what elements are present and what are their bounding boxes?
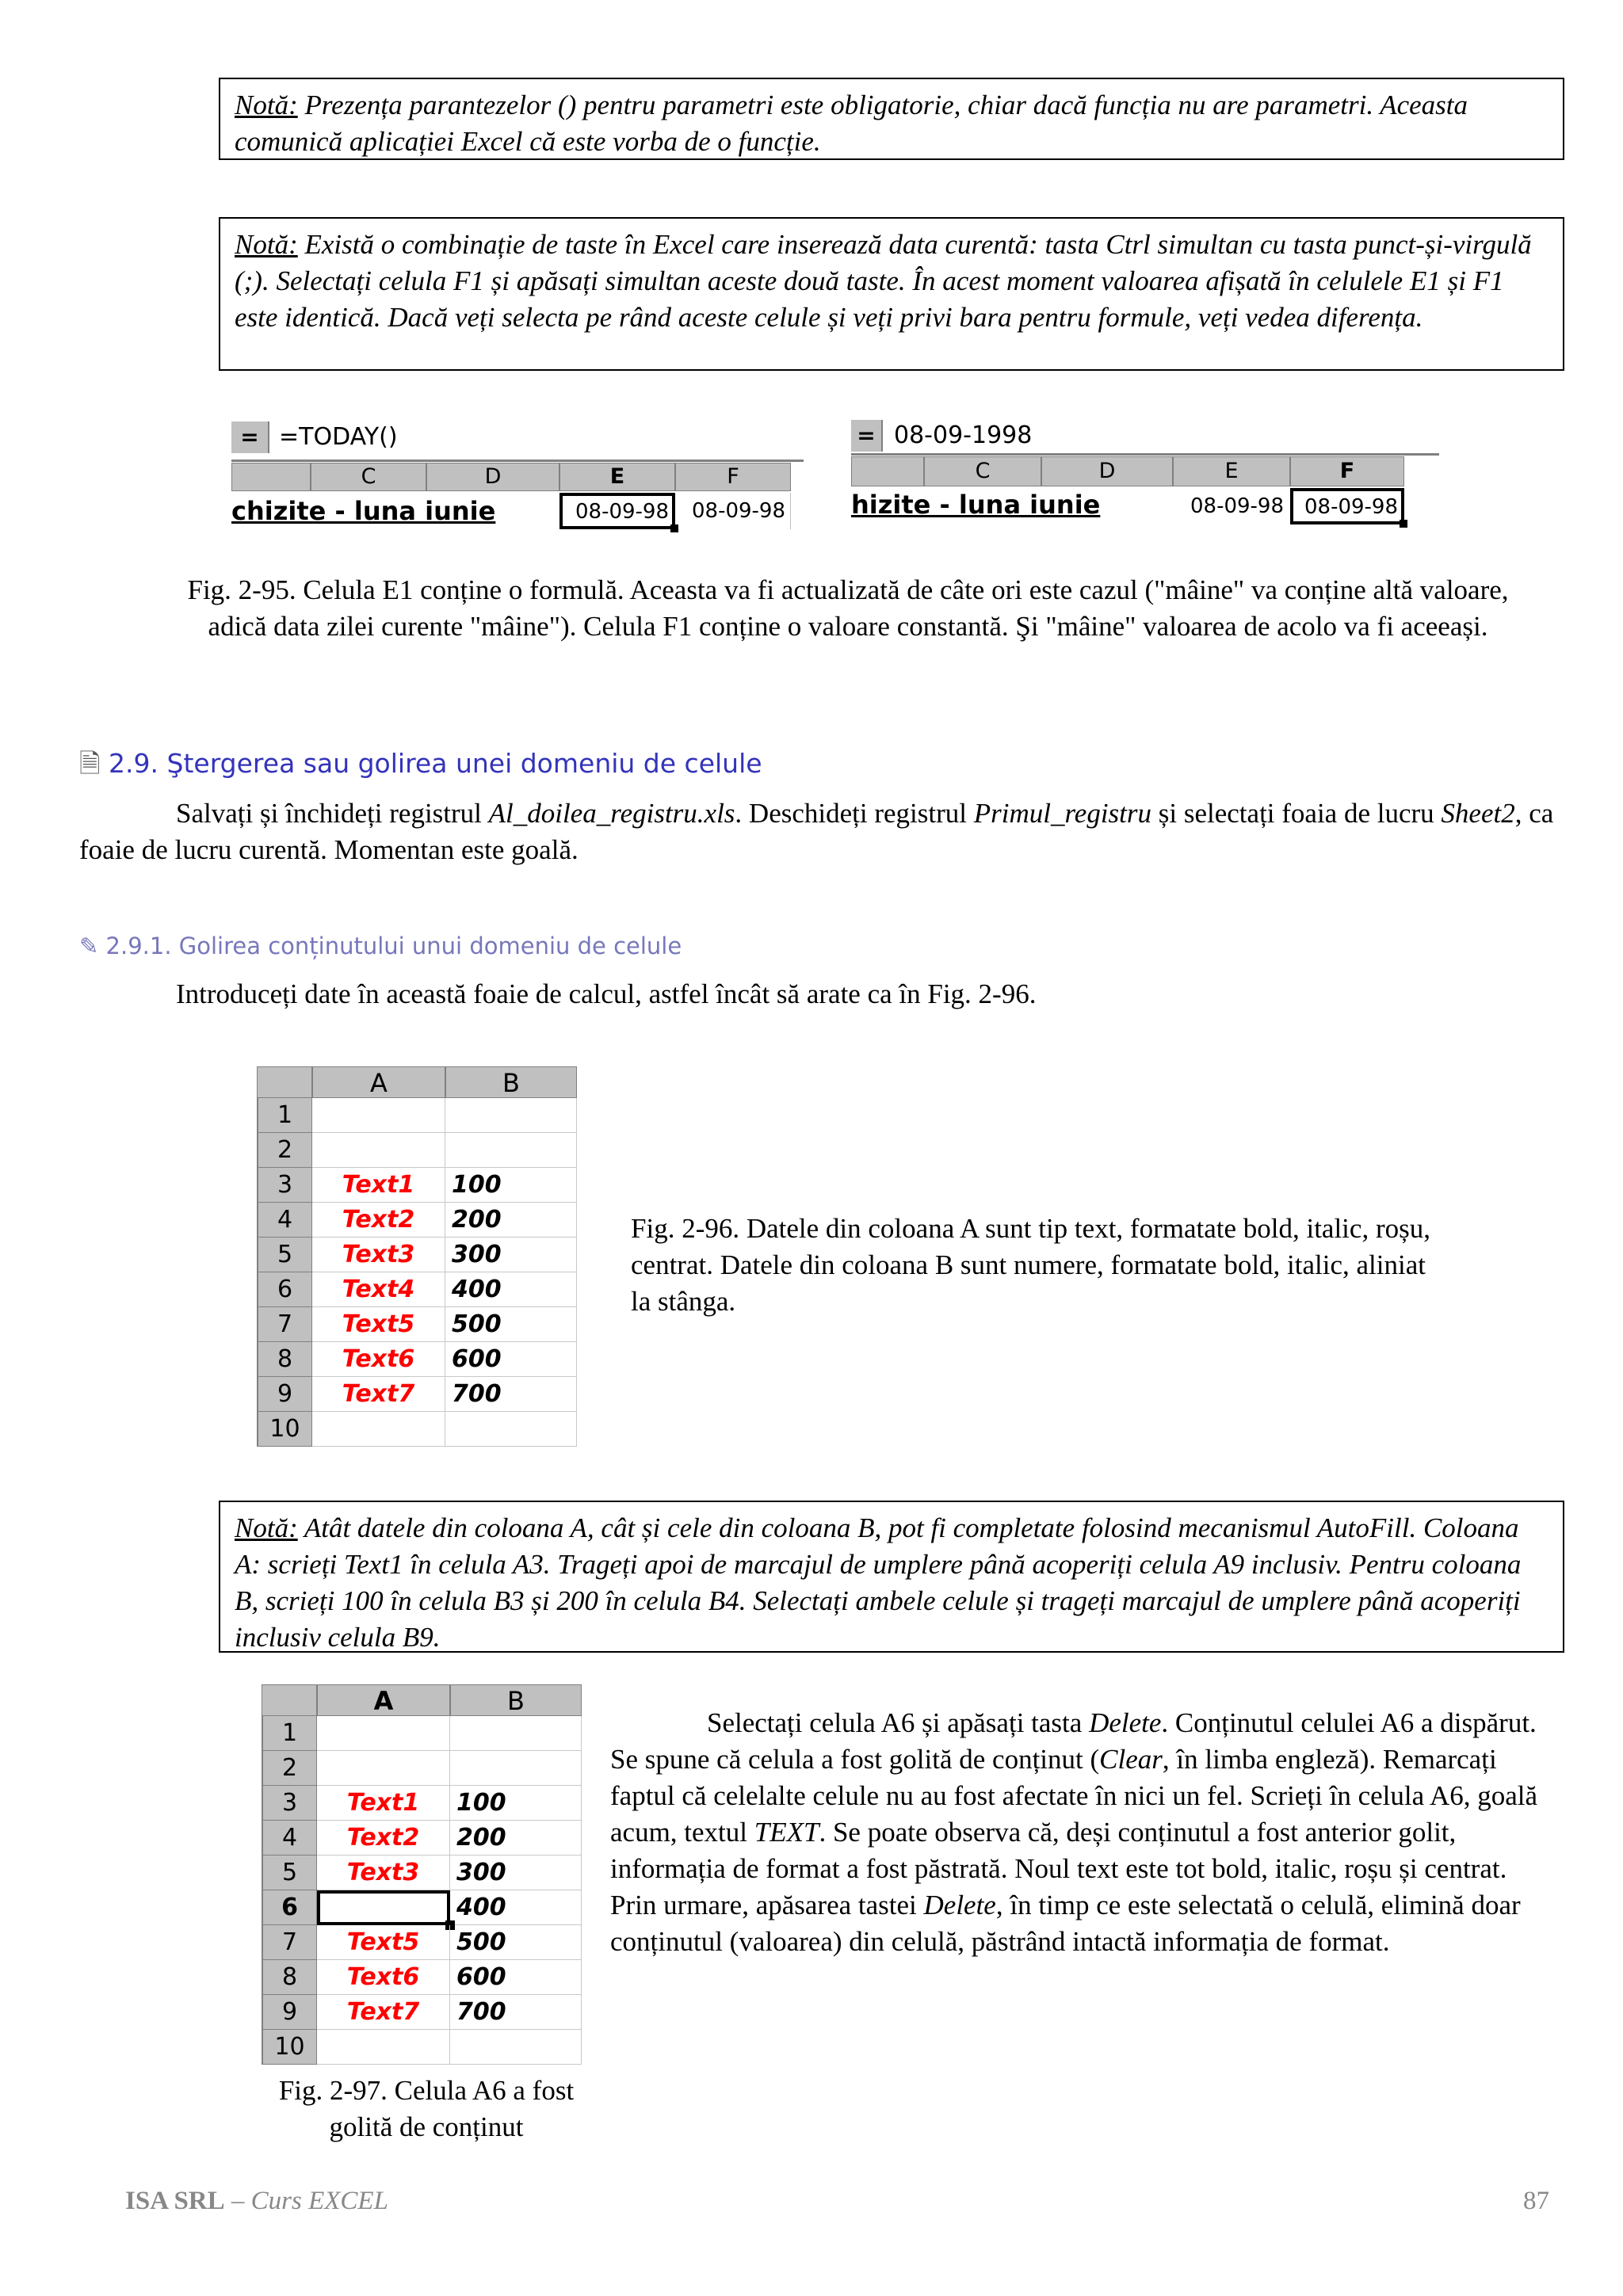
subsection-title: 2.9.1. Golirea conținutului unui domeniu de celule [105, 933, 682, 959]
cell-b2[interactable] [450, 1751, 582, 1786]
fig95-left-screenshot [231, 418, 804, 537]
cell-a6[interactable] [317, 1890, 450, 1925]
sheet-corner[interactable] [257, 1066, 312, 1098]
row-header-1[interactable]: 1 [257, 1098, 312, 1133]
header-left-stub [231, 463, 311, 491]
cell-a6[interactable]: Text4 [312, 1272, 445, 1307]
cell-b4[interactable]: 200 [445, 1203, 577, 1238]
row-header-8[interactable]: 8 [257, 1342, 312, 1377]
row-header-4[interactable]: 4 [257, 1203, 312, 1238]
cell-b3[interactable]: 100 [445, 1168, 577, 1203]
row-header-2[interactable]: 2 [257, 1133, 312, 1168]
cell-b10[interactable] [450, 2030, 582, 2065]
header-left-stub [851, 456, 924, 486]
cell-a7[interactable]: Text5 [317, 1925, 450, 1960]
text-run: , ca foaie de lucru curentă. Momentan este goală. [79, 798, 1554, 865]
key-name: Delete [923, 1890, 996, 1920]
cell-b9[interactable]: 700 [445, 1377, 577, 1412]
note-text: Atât datele din coloana A, cât și cele din coloana B, pot fi completate folosind mecanismul AutoFill. Coloana A: scrieți Text1 în celula A3. Trageți apoi de marcajul de umplere până acoperiți celula A9 inclusiv. Pentru coloana B, scrieți 100 în celula B3 și 200 în celula B4. Selectați ambele celule și trageți marcajul de umplere până acoperiți inclusiv celula B9. [235, 1512, 1522, 1653]
cell-e1-value[interactable]: 08-09-98 [1190, 494, 1284, 518]
cell-a2[interactable] [312, 1133, 445, 1168]
formula-bar-text[interactable]: 08-09-1998 [894, 421, 1033, 449]
column-header-d[interactable]: D [426, 463, 559, 491]
column-header-a[interactable]: A [317, 1684, 450, 1716]
text-run: . Conținutul celulei A6 a dispărut. Se spune că celula a fost golită de conținut ( [610, 1707, 1537, 1775]
cell-a8[interactable]: Text6 [312, 1342, 445, 1377]
text-run: . Deschideți registrul [735, 798, 974, 829]
fig97-caption: Fig. 2-97. Celula A6 a fost golită de conținut [278, 2075, 575, 2142]
cell-a9[interactable]: Text7 [312, 1377, 445, 1412]
row-header-1[interactable]: 1 [262, 1716, 317, 1751]
cell-b8[interactable]: 600 [450, 1960, 582, 1995]
row-header-2[interactable]: 2 [262, 1751, 317, 1786]
row-header-9[interactable]: 9 [257, 1377, 312, 1412]
row-header-3[interactable]: 3 [262, 1786, 317, 1821]
formula-bar-text[interactable]: =TODAY() [279, 423, 398, 451]
cell-a1[interactable] [317, 1716, 450, 1751]
text-run: Selectați celula A6 și apăsați tasta [707, 1707, 1090, 1738]
cell-e1-formula[interactable]: 08-09-98 [559, 493, 675, 529]
cell-b7[interactable]: 500 [450, 1925, 582, 1960]
page-footer [125, 2187, 388, 2216]
cell-a5[interactable]: Text3 [312, 1238, 445, 1272]
column-header-a[interactable]: A [312, 1066, 445, 1098]
row-header-6[interactable]: 6 [257, 1272, 312, 1307]
cell-b7[interactable]: 500 [445, 1307, 577, 1342]
cell-a1[interactable] [312, 1098, 445, 1133]
row-header-5[interactable]: 5 [262, 1855, 317, 1890]
note-label: Notă: [235, 1512, 298, 1543]
note-box-shortcut [219, 217, 1564, 371]
text-run: Salvați și închideți registrul [176, 798, 489, 829]
cell-a7[interactable]: Text5 [312, 1307, 445, 1342]
sheet-corner[interactable] [262, 1684, 317, 1716]
cell-a4[interactable]: Text2 [312, 1203, 445, 1238]
section-title: 2.9. Ştergerea sau golirea unei domeniu de celule [109, 748, 762, 779]
footer-brand: ISA SRL [125, 2187, 225, 2215]
column-header-e[interactable]: E [559, 463, 675, 491]
cell-row-text[interactable]: hizite - luna iunie [851, 490, 1101, 520]
text-run: și selectați foaia de lucru [1151, 798, 1442, 829]
formula-bar-border [231, 460, 804, 462]
cell-a8[interactable]: Text6 [317, 1960, 450, 1995]
row-header-9[interactable]: 9 [262, 1995, 317, 2030]
cell-a5[interactable]: Text3 [317, 1855, 450, 1890]
column-header-b[interactable]: B [450, 1684, 582, 1716]
subsection-heading [79, 932, 682, 960]
column-header-c[interactable]: C [924, 456, 1041, 486]
cell-b1[interactable] [445, 1098, 577, 1133]
cell-row-text[interactable]: chizite - luna iunie [231, 496, 496, 526]
fig97-body-paragraph [610, 1705, 1553, 1960]
text-run: . Se poate observa că, deși conținutul a fost anterior golit, informația de format a fost păstrată. Noul text este tot bold, italic, roșu și centrat. Prin urmare, apăsarea tastei [610, 1817, 1507, 1920]
note-box-parentheses [219, 78, 1564, 160]
clear-term: Clear [1099, 1744, 1163, 1775]
column-header-e[interactable]: E [1173, 456, 1290, 486]
formula-equals-button[interactable]: = [231, 421, 269, 453]
cell-b10[interactable] [445, 1412, 577, 1447]
workbook-name: Primul_registru [973, 798, 1152, 829]
cell-a3[interactable]: Text1 [317, 1786, 450, 1821]
cell-b5[interactable]: 300 [450, 1855, 582, 1890]
sheet-name: Sheet2 [1441, 798, 1515, 829]
note-label: Notă: [235, 90, 298, 120]
cell-a10[interactable] [317, 2030, 450, 2065]
document-icon: 🗎 [79, 748, 101, 779]
fig96-caption: Fig. 2-96. Datele din coloana A sunt tip text, formatate bold, italic, roșu, centrat. Datele din coloana B sunt numere, formatate bold, italic, aliniat la stânga. [631, 1213, 1430, 1317]
cell-a4[interactable]: Text2 [317, 1821, 450, 1855]
note-text: Prezența parantezelor () pentru parametri este obligatorie, chiar dacă funcția nu are parametri. Aceasta comunică aplicației Excel că este vorba de o funcție. [235, 90, 1468, 157]
fig97-spreadsheet [262, 1684, 582, 2068]
section-paragraph [79, 795, 1569, 868]
footer-course: Curs EXCEL [250, 2187, 388, 2215]
cell-b1[interactable] [450, 1716, 582, 1751]
row-header-7[interactable]: 7 [257, 1307, 312, 1342]
note-text: Există o combinație de taste în Excel care inserează data curentă: tasta Ctrl simultan cu tasta punct-și-virgulă (;). Selectați celula F1 și apăsați simultan aceste două taste. În acest moment valoarea afișată în celulele E1 și F1 este identică. Dacă veți selecta pe rând aceste celule și veți privi bara pentru formule, veți vedea diferența. [235, 229, 1532, 333]
cell-b3[interactable]: 100 [450, 1786, 582, 1821]
row-header-8[interactable]: 8 [262, 1960, 317, 1995]
key-name: Delete [1089, 1707, 1162, 1738]
cell-f1-value[interactable]: 08-09-98 [675, 493, 791, 529]
fig95-caption: Fig. 2-95. Celula E1 conține o formulă. Aceasta va fi actualizată de câte ori este cazul ("mâine" va conține altă valoare, adică data zilei curente "mâine"). Celula F1 conține o valoare constantă. Şi "mâine" valoarea de acolo va fi aceeași. [187, 574, 1509, 642]
cell-b9[interactable]: 700 [450, 1995, 582, 2030]
text-term: TEXT [754, 1817, 819, 1848]
text-run: , în timp ce este selectată o celulă, elimină doar conținutul (valoarea) din celulă, păstrând intactă informația de format. [610, 1890, 1521, 1957]
cell-b8[interactable]: 600 [445, 1342, 577, 1377]
fig95-right-screenshot [851, 417, 1439, 536]
row-header-10[interactable]: 10 [262, 2030, 317, 2065]
formula-bar-border [851, 453, 1439, 456]
section-heading [79, 748, 762, 780]
cell-f1-selected[interactable]: 08-09-98 [1290, 488, 1404, 524]
row-header-10[interactable]: 10 [257, 1412, 312, 1447]
text-run: , în limba engleză). Remarcați faptul că celelalte celule nu au fost afectate în nici un fel. Scrieți în celula A6, goală acum, textul [610, 1744, 1538, 1848]
formula-equals-button[interactable]: = [851, 420, 883, 452]
pencil-icon: ✎ [79, 933, 99, 959]
row-header-5[interactable]: 5 [257, 1238, 312, 1272]
cell-a10[interactable] [312, 1412, 445, 1447]
page-number: 87 [1523, 2187, 1549, 2215]
cell-b6[interactable]: 400 [445, 1272, 577, 1307]
cell-b2[interactable] [445, 1133, 577, 1168]
cell-b4[interactable]: 200 [450, 1821, 582, 1855]
note-box-autofill [219, 1501, 1564, 1653]
cell-b6[interactable]: 400 [450, 1890, 582, 1925]
cell-a2[interactable] [317, 1751, 450, 1786]
subsection-intro: Introduceți date în această foaie de calcul, astfel încât să arate ca în Fig. 2-96. [176, 978, 1037, 1009]
fill-handle[interactable] [1400, 520, 1407, 528]
row-header-4[interactable]: 4 [262, 1821, 317, 1855]
file-name: Al_doilea_registru.xls [488, 798, 735, 829]
row-header-6[interactable]: 6 [262, 1890, 317, 1925]
row-header-7[interactable]: 7 [262, 1925, 317, 1960]
column-header-f[interactable]: F [675, 463, 791, 491]
column-header-d[interactable]: D [1041, 456, 1173, 486]
note-label: Notă: [235, 229, 298, 260]
column-header-f[interactable]: F [1290, 456, 1404, 486]
fig96-spreadsheet [257, 1066, 577, 1447]
row-header-3[interactable]: 3 [257, 1168, 312, 1203]
cell-a3[interactable]: Text1 [312, 1168, 445, 1203]
footer-dash: – [224, 2187, 251, 2215]
column-header-b[interactable]: B [445, 1066, 577, 1098]
cell-a9[interactable]: Text7 [317, 1995, 450, 2030]
column-header-c[interactable]: C [311, 463, 426, 491]
cell-b5[interactable]: 300 [445, 1238, 577, 1272]
